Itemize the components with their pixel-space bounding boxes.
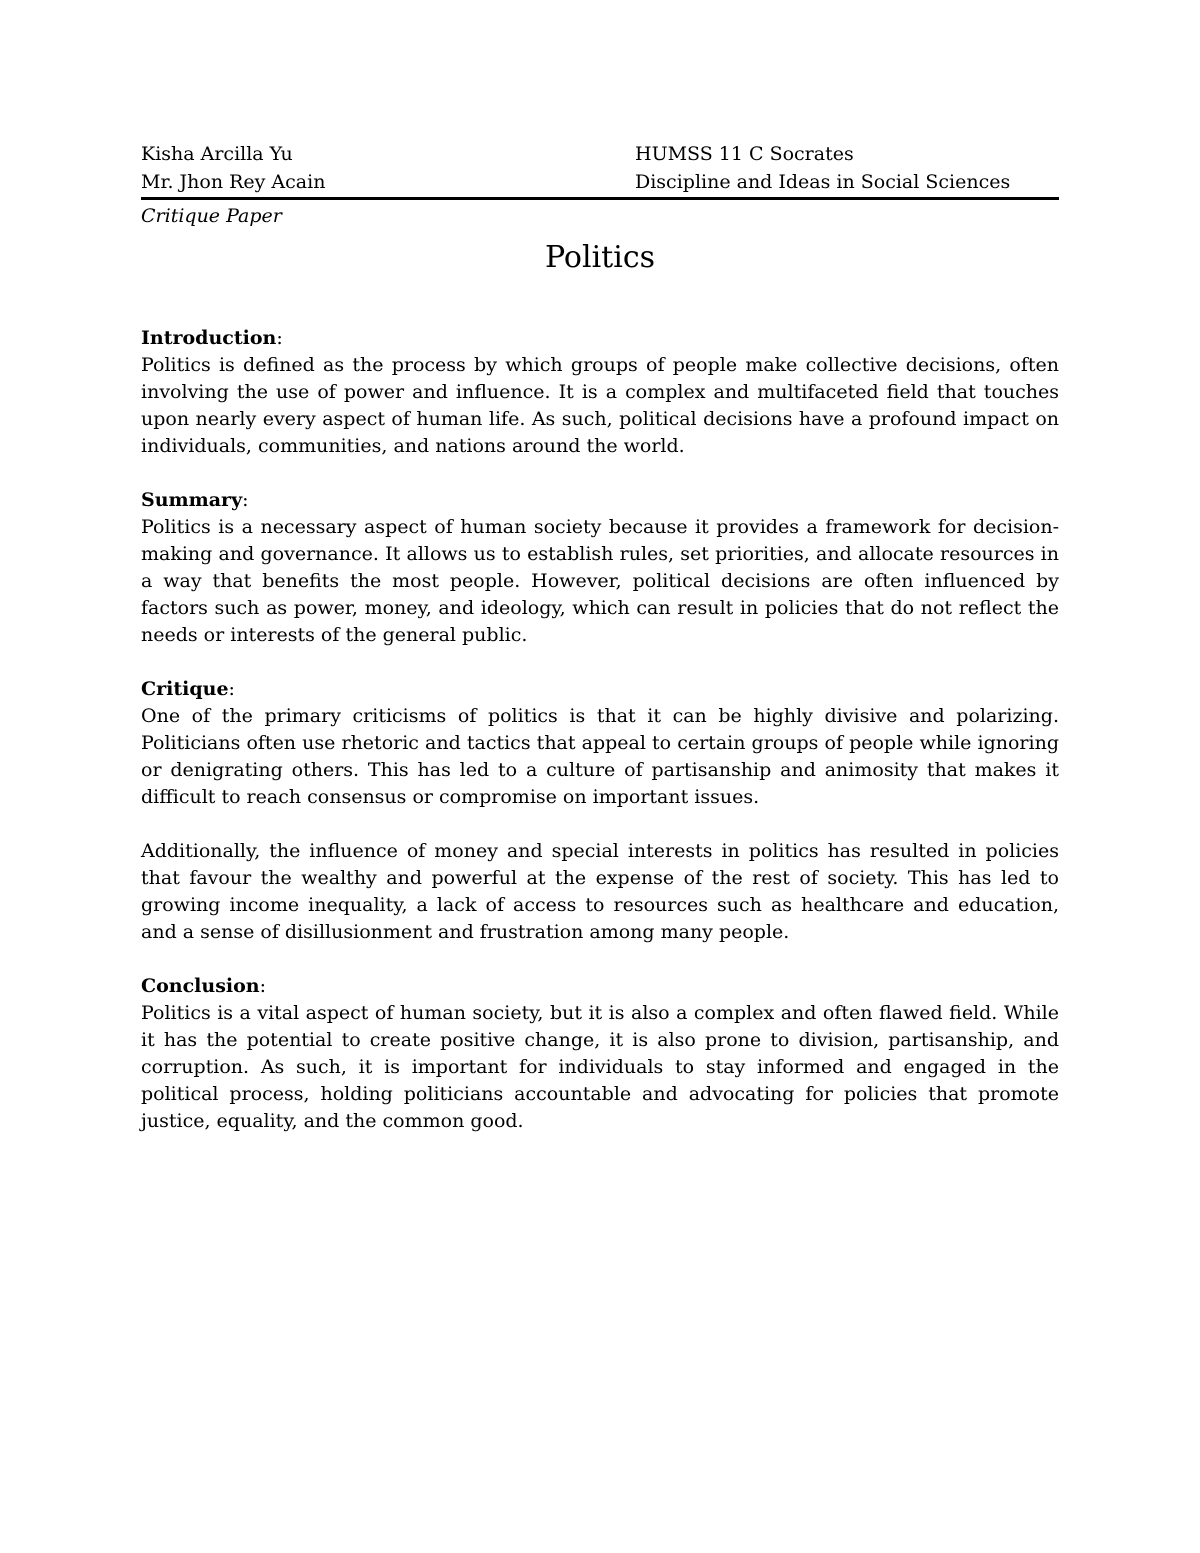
heading-colon: : — [228, 678, 235, 700]
page-title: Politics — [544, 240, 656, 275]
heading-text: Summary — [141, 489, 243, 511]
teacher-name: Mr. Jhon Rey Acain — [141, 171, 326, 193]
section-conclusion — [141, 973, 1059, 1135]
subject-name: Discipline and Ideas in Social Sciences — [635, 171, 1011, 193]
heading-colon: : — [276, 327, 283, 349]
document-page — [141, 140, 1059, 1135]
student-name: Kisha Arcilla Yu — [141, 143, 293, 165]
paragraph: Politics is a vital aspect of human society, but it is also a complex and often flawed field. While it has the potential to create positive change, it is also prone to division, partisanship, and corruption. As such, it is important for individuals to stay informed and engaged in the political process, holding politicians accountable and advocating for policies that promote justice, equality, and the common good. — [141, 1002, 1059, 1132]
section-heading — [141, 487, 1059, 514]
section-introduction — [141, 325, 1059, 460]
paragraph: One of the primary criticisms of politics is that it can be highly divisive and polarizing. Politicians often use rhetoric and tactics that appeal to certain groups of people while ignoring or denigrating others. This has led to a culture of partisanship and animosity that makes it difficult to reach consensus or compromise on important issues. — [141, 705, 1059, 808]
heading-text: Critique — [141, 678, 229, 700]
header-row-1 — [141, 140, 1059, 168]
header-row-2 — [141, 168, 1059, 196]
section-critique — [141, 676, 1059, 946]
heading-colon: : — [259, 975, 267, 997]
header-divider — [141, 197, 1059, 200]
paragraph: Politics is defined as the process by which groups of people make collective decisions, often involving the use of power and influence. It is a complex and multifaceted field that touches upon nearly every aspect of human life. As such, political decisions have a profound impact on individuals, communities, and nations around the world. — [141, 354, 1059, 457]
section-heading — [141, 325, 1059, 352]
heading-text: Conclusion — [141, 975, 260, 997]
paragraph: Politics is a necessary aspect of human society because it provides a framework for decision-making and governance. It allows us to establish rules, set priorities, and allocate resources in a way that benefits the most people. However, political decisions are often influenced by factors such as power, money, and ideology, which can result in policies that do not reflect the needs or interests of the general public. — [141, 516, 1059, 646]
section-summary — [141, 487, 1059, 649]
paragraph: Additionally, the influence of money and special interests in politics has resulted in policies that favour the wealthy and powerful at the expense of the rest of society. This has led to growing income inequality, a lack of access to resources such as healthcare and education, and a sense of disillusionment and frustration among many people. — [141, 840, 1059, 943]
heading-colon: : — [242, 489, 249, 511]
heading-text: Introduction — [141, 327, 277, 349]
section-heading — [141, 676, 1059, 703]
class-section: HUMSS 11 C Socrates — [635, 143, 854, 165]
section-heading — [141, 973, 1059, 1000]
document-type: Critique Paper — [141, 205, 282, 227]
